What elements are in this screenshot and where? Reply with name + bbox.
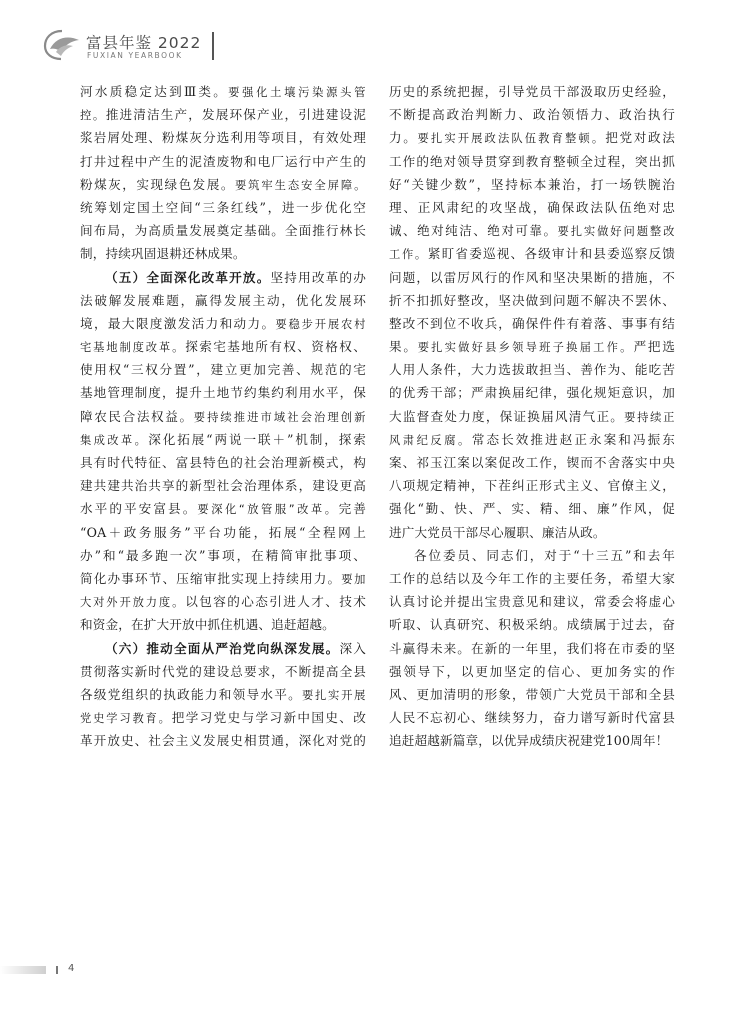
key-task-phrase: 集成改革。 bbox=[80, 433, 149, 447]
header bbox=[42, 26, 242, 66]
body-text: 河水质稳定达到Ⅲ类。 bbox=[80, 84, 229, 99]
left-column bbox=[80, 80, 366, 752]
text-line bbox=[80, 451, 366, 474]
text-line bbox=[80, 521, 366, 544]
text-line bbox=[80, 358, 366, 381]
text-line bbox=[389, 637, 675, 660]
body-text: 风、更加清明的形象，带领广大党员干部和全县 bbox=[389, 686, 675, 702]
text-line bbox=[389, 613, 675, 636]
body-text: 常态长效推进赵正永案和冯振东 bbox=[471, 431, 675, 447]
text-line bbox=[389, 103, 675, 126]
text-line bbox=[80, 80, 366, 103]
body-text: 历史的系统把握，引导党员干部汲取历史经验， bbox=[389, 84, 675, 99]
key-task-phrase: 要稳步开展农村 bbox=[275, 317, 366, 331]
body-text: 整改不到位不收兵，确保件件有着落、事事有结 bbox=[389, 315, 675, 331]
body-text: 深入 bbox=[339, 640, 366, 656]
body-text: 水平的平安富县。 bbox=[80, 501, 198, 517]
body-text: 把党对政法 bbox=[605, 130, 675, 146]
body-text: 案、祁玉江案以案促改工作，锲而不舍落实中央 bbox=[389, 455, 675, 470]
text-line bbox=[80, 312, 366, 335]
text-line bbox=[389, 381, 675, 404]
section-heading: （五）全面深化改革开放。 bbox=[105, 269, 271, 285]
text-line bbox=[80, 381, 366, 404]
text-line bbox=[389, 242, 675, 265]
body-text: 探索宅基地所有权、资格权、 bbox=[185, 339, 366, 355]
body-text: 人用人条件，大力选拔敢担当、善作为、能吃苦 bbox=[389, 362, 675, 378]
body-text: 听取、认真研究、积极采纳。成绩属于过去，奋 bbox=[389, 617, 675, 633]
body-text: 工作的总结以及今年工作的主要任务，希望大家 bbox=[389, 570, 675, 586]
text-line bbox=[389, 266, 675, 289]
body-text: 法破解发展难题，赢得发展主动，优化发展环 bbox=[80, 292, 366, 308]
text-line bbox=[389, 219, 675, 242]
text-line bbox=[80, 567, 366, 590]
text-line bbox=[389, 312, 675, 335]
text-line bbox=[389, 497, 675, 520]
body-text: 建共建共治共享的新型社会治理体系，建设更高 bbox=[80, 478, 366, 494]
text-line bbox=[80, 660, 366, 683]
key-task-phrase: 要筑牢生态安全屏障。 bbox=[234, 178, 366, 192]
text-line bbox=[80, 729, 366, 752]
body-text: 诚、绝对纯洁、绝对可靠。 bbox=[389, 223, 558, 239]
body-text: 间布局，为高质量发展奠定基础。全面推行林长 bbox=[80, 223, 366, 239]
body-text: 基地管理制度，提升土地节约集约利用水平，保 bbox=[80, 385, 366, 401]
body-text: 革开放史、社会主义发展史相贯通，深化对党的 bbox=[80, 733, 366, 749]
key-task-phrase: 风肃纪反腐。 bbox=[389, 433, 472, 447]
body-text: 障农民合法权益。 bbox=[80, 408, 194, 424]
text-line bbox=[389, 590, 675, 613]
body-text: 境，最大限度激发活力和动力。 bbox=[80, 315, 276, 331]
body-text: 和资金，在扩大开放中抓住机遇、追赶超越。 bbox=[80, 617, 335, 633]
body-text: 办”和“最多跑一次”事项，在精简审批事项、 bbox=[80, 547, 366, 563]
body-text: 简化办事环节、压缩审批实现上持续用力。 bbox=[80, 570, 342, 586]
body-text: 果。 bbox=[389, 339, 418, 355]
text-line bbox=[80, 405, 366, 428]
body-text: 严把选 bbox=[633, 339, 675, 355]
body-text: 深化拓展“两说一联＋”机制，探索 bbox=[148, 431, 366, 447]
key-task-phrase: 要持续推进市域社会治理创新 bbox=[193, 410, 366, 424]
text-line bbox=[389, 428, 675, 451]
body-text: 强领导下，以更加坚定的信心、更加务实的作 bbox=[389, 663, 675, 679]
key-task-phrase: 要加 bbox=[341, 572, 366, 586]
body-text: 大监督查处力度，保证换届风清气正。 bbox=[389, 408, 625, 424]
text-line bbox=[80, 683, 366, 706]
key-task-phrase: 要深化“放管服”改革。 bbox=[197, 503, 339, 517]
body-text: 折不扣抓好整改，坚决做到问题不解决不罢休、 bbox=[389, 292, 675, 308]
text-line bbox=[389, 150, 675, 173]
header-divider bbox=[212, 32, 214, 60]
body-text: 打井过程中产生的泥渣废物和电厂运行中产生的 bbox=[80, 153, 366, 169]
text-line bbox=[389, 173, 675, 196]
text-line bbox=[80, 126, 366, 149]
footer-divider bbox=[56, 966, 58, 974]
text-line bbox=[80, 266, 366, 289]
text-line bbox=[80, 590, 366, 613]
text-line bbox=[80, 544, 366, 567]
text-line bbox=[389, 474, 675, 497]
body-text: 强化“勤、快、严、实、精、细、廉”作风，促 bbox=[389, 501, 675, 517]
key-task-phrase: 要强化土壤污染源头管 bbox=[228, 86, 366, 99]
text-line bbox=[389, 706, 675, 729]
text-line bbox=[389, 405, 675, 428]
body-text: 浆岩屑处理、粉煤灰分选利用等项目，有效处理 bbox=[80, 130, 366, 146]
key-task-phrase: 控。 bbox=[80, 109, 106, 123]
body-text: 统筹划定国土空间“三条红线”，进一步优化空 bbox=[80, 199, 366, 215]
yearbook-logo-icon bbox=[42, 28, 82, 62]
text-line bbox=[80, 173, 366, 196]
text-line bbox=[389, 196, 675, 219]
body-text: 完善 bbox=[338, 501, 366, 517]
body-text: 认真讨论并提出宝贵意见和建议，常委会将虚心 bbox=[389, 594, 675, 610]
body-text: 坚持用改革的办 bbox=[270, 269, 366, 285]
text-line bbox=[389, 521, 675, 544]
text-line bbox=[389, 729, 675, 752]
text-line bbox=[80, 242, 366, 265]
text-line bbox=[80, 706, 366, 729]
key-task-phrase: 党史学习教育。 bbox=[80, 712, 172, 726]
text-line bbox=[389, 544, 675, 567]
body-text: 八项规定精神，下茬纠正形式主义、官僚主义， bbox=[389, 478, 675, 494]
text-line bbox=[80, 497, 366, 520]
body-text: 把学习党史与学习新中国史、改 bbox=[171, 710, 366, 726]
body-text: 各级党组织的执政能力和领导水平。 bbox=[80, 686, 302, 702]
footer-bar bbox=[0, 966, 46, 974]
key-task-phrase: 要持续正 bbox=[624, 410, 675, 424]
text-line bbox=[389, 289, 675, 312]
key-task-phrase: 要扎实做好县乡领导班子换届工作。 bbox=[417, 341, 634, 355]
body-text: 力。 bbox=[389, 130, 418, 146]
text-line bbox=[389, 567, 675, 590]
body-text: 追赶超越新篇章，以优异成绩庆祝建党100周年！ bbox=[389, 733, 669, 749]
body-text: 理、正风肃纪的攻坚战，确保政法队伍绝对忠 bbox=[389, 199, 675, 215]
body-text: 进广大党员干部尽心履职、廉洁从政。 bbox=[389, 524, 606, 540]
body-text: 不断提高政治判断力、政治领悟力、政治执行 bbox=[389, 107, 675, 123]
text-line bbox=[389, 335, 675, 358]
text-line bbox=[80, 103, 366, 126]
body-text: 具有时代特征、富县特色的社会治理新模式，构 bbox=[80, 455, 366, 470]
body-text: 使用权“三权分置”，建立更加完善、规范的宅 bbox=[80, 362, 366, 378]
body-text: 紧盯省委巡视、各级审计和县委巡察反馈 bbox=[427, 246, 675, 262]
body-text: 推进清洁生产，发展环保产业，引进建设泥 bbox=[105, 107, 366, 123]
body-text: 问题，以雷厉风行的作风和坚决果断的措施，不 bbox=[389, 269, 675, 285]
text-line bbox=[389, 80, 675, 103]
key-task-phrase: 要扎实开展 bbox=[301, 688, 366, 702]
text-line bbox=[389, 451, 675, 474]
text-line bbox=[80, 474, 366, 497]
text-line bbox=[80, 150, 366, 173]
body-text: 制，持续巩固退耕还林成果。 bbox=[80, 246, 246, 262]
text-line bbox=[389, 660, 675, 683]
key-task-phrase: 宅基地制度改革。 bbox=[80, 341, 186, 355]
body-text: “OA＋政务服务”平台功能，拓展“全程网上 bbox=[80, 524, 366, 540]
right-column bbox=[389, 80, 675, 752]
text-line bbox=[80, 613, 366, 636]
text-line bbox=[80, 196, 366, 219]
key-task-phrase: 大对外开放力度。 bbox=[80, 596, 186, 610]
yearbook-title: 富县年鉴 2022 bbox=[86, 34, 202, 52]
body-text: 工作的绝对领导贯穿到教育整顿全过程，突出抓 bbox=[389, 153, 675, 169]
key-task-phrase: 要扎实做好问题整改 bbox=[557, 225, 675, 239]
body-text: 的优秀干部；严肃换届纪律，强化规矩意识，加 bbox=[389, 385, 675, 401]
body-text: 以包容的心态引进人才、技术 bbox=[185, 594, 366, 610]
text-line bbox=[80, 637, 366, 660]
body-text: 人民不忘初心、继续努力，奋力谱写新时代富县 bbox=[389, 710, 675, 726]
body-text: 各位委员、同志们，对于“十三五”和去年 bbox=[414, 547, 675, 563]
text-line bbox=[80, 335, 366, 358]
text-line bbox=[389, 683, 675, 706]
text-line bbox=[80, 219, 366, 242]
text-line bbox=[389, 358, 675, 381]
key-task-phrase: 工作。 bbox=[389, 248, 428, 262]
text-line bbox=[389, 126, 675, 149]
section-heading: （六）推动全面从严治党向纵深发展。 bbox=[105, 640, 340, 656]
body-text: 贯彻落实新时代党的建设总要求，不断提高全县 bbox=[80, 663, 366, 679]
page-number: 4 bbox=[68, 963, 75, 974]
text-line bbox=[80, 428, 366, 451]
yearbook-subtitle: FUXIAN YEARBOOK bbox=[87, 51, 183, 60]
text-line bbox=[80, 289, 366, 312]
body-text: 好“关键少数”，坚持标本兼治，打一场铁腕治 bbox=[389, 176, 675, 192]
body-text: 斗赢得未来。在新的一年里，我们将在市委的坚 bbox=[389, 640, 675, 656]
key-task-phrase: 要扎实开展政法队伍教育整顿。 bbox=[417, 132, 606, 146]
body-text: 粉煤灰，实现绿色发展。 bbox=[80, 176, 235, 192]
